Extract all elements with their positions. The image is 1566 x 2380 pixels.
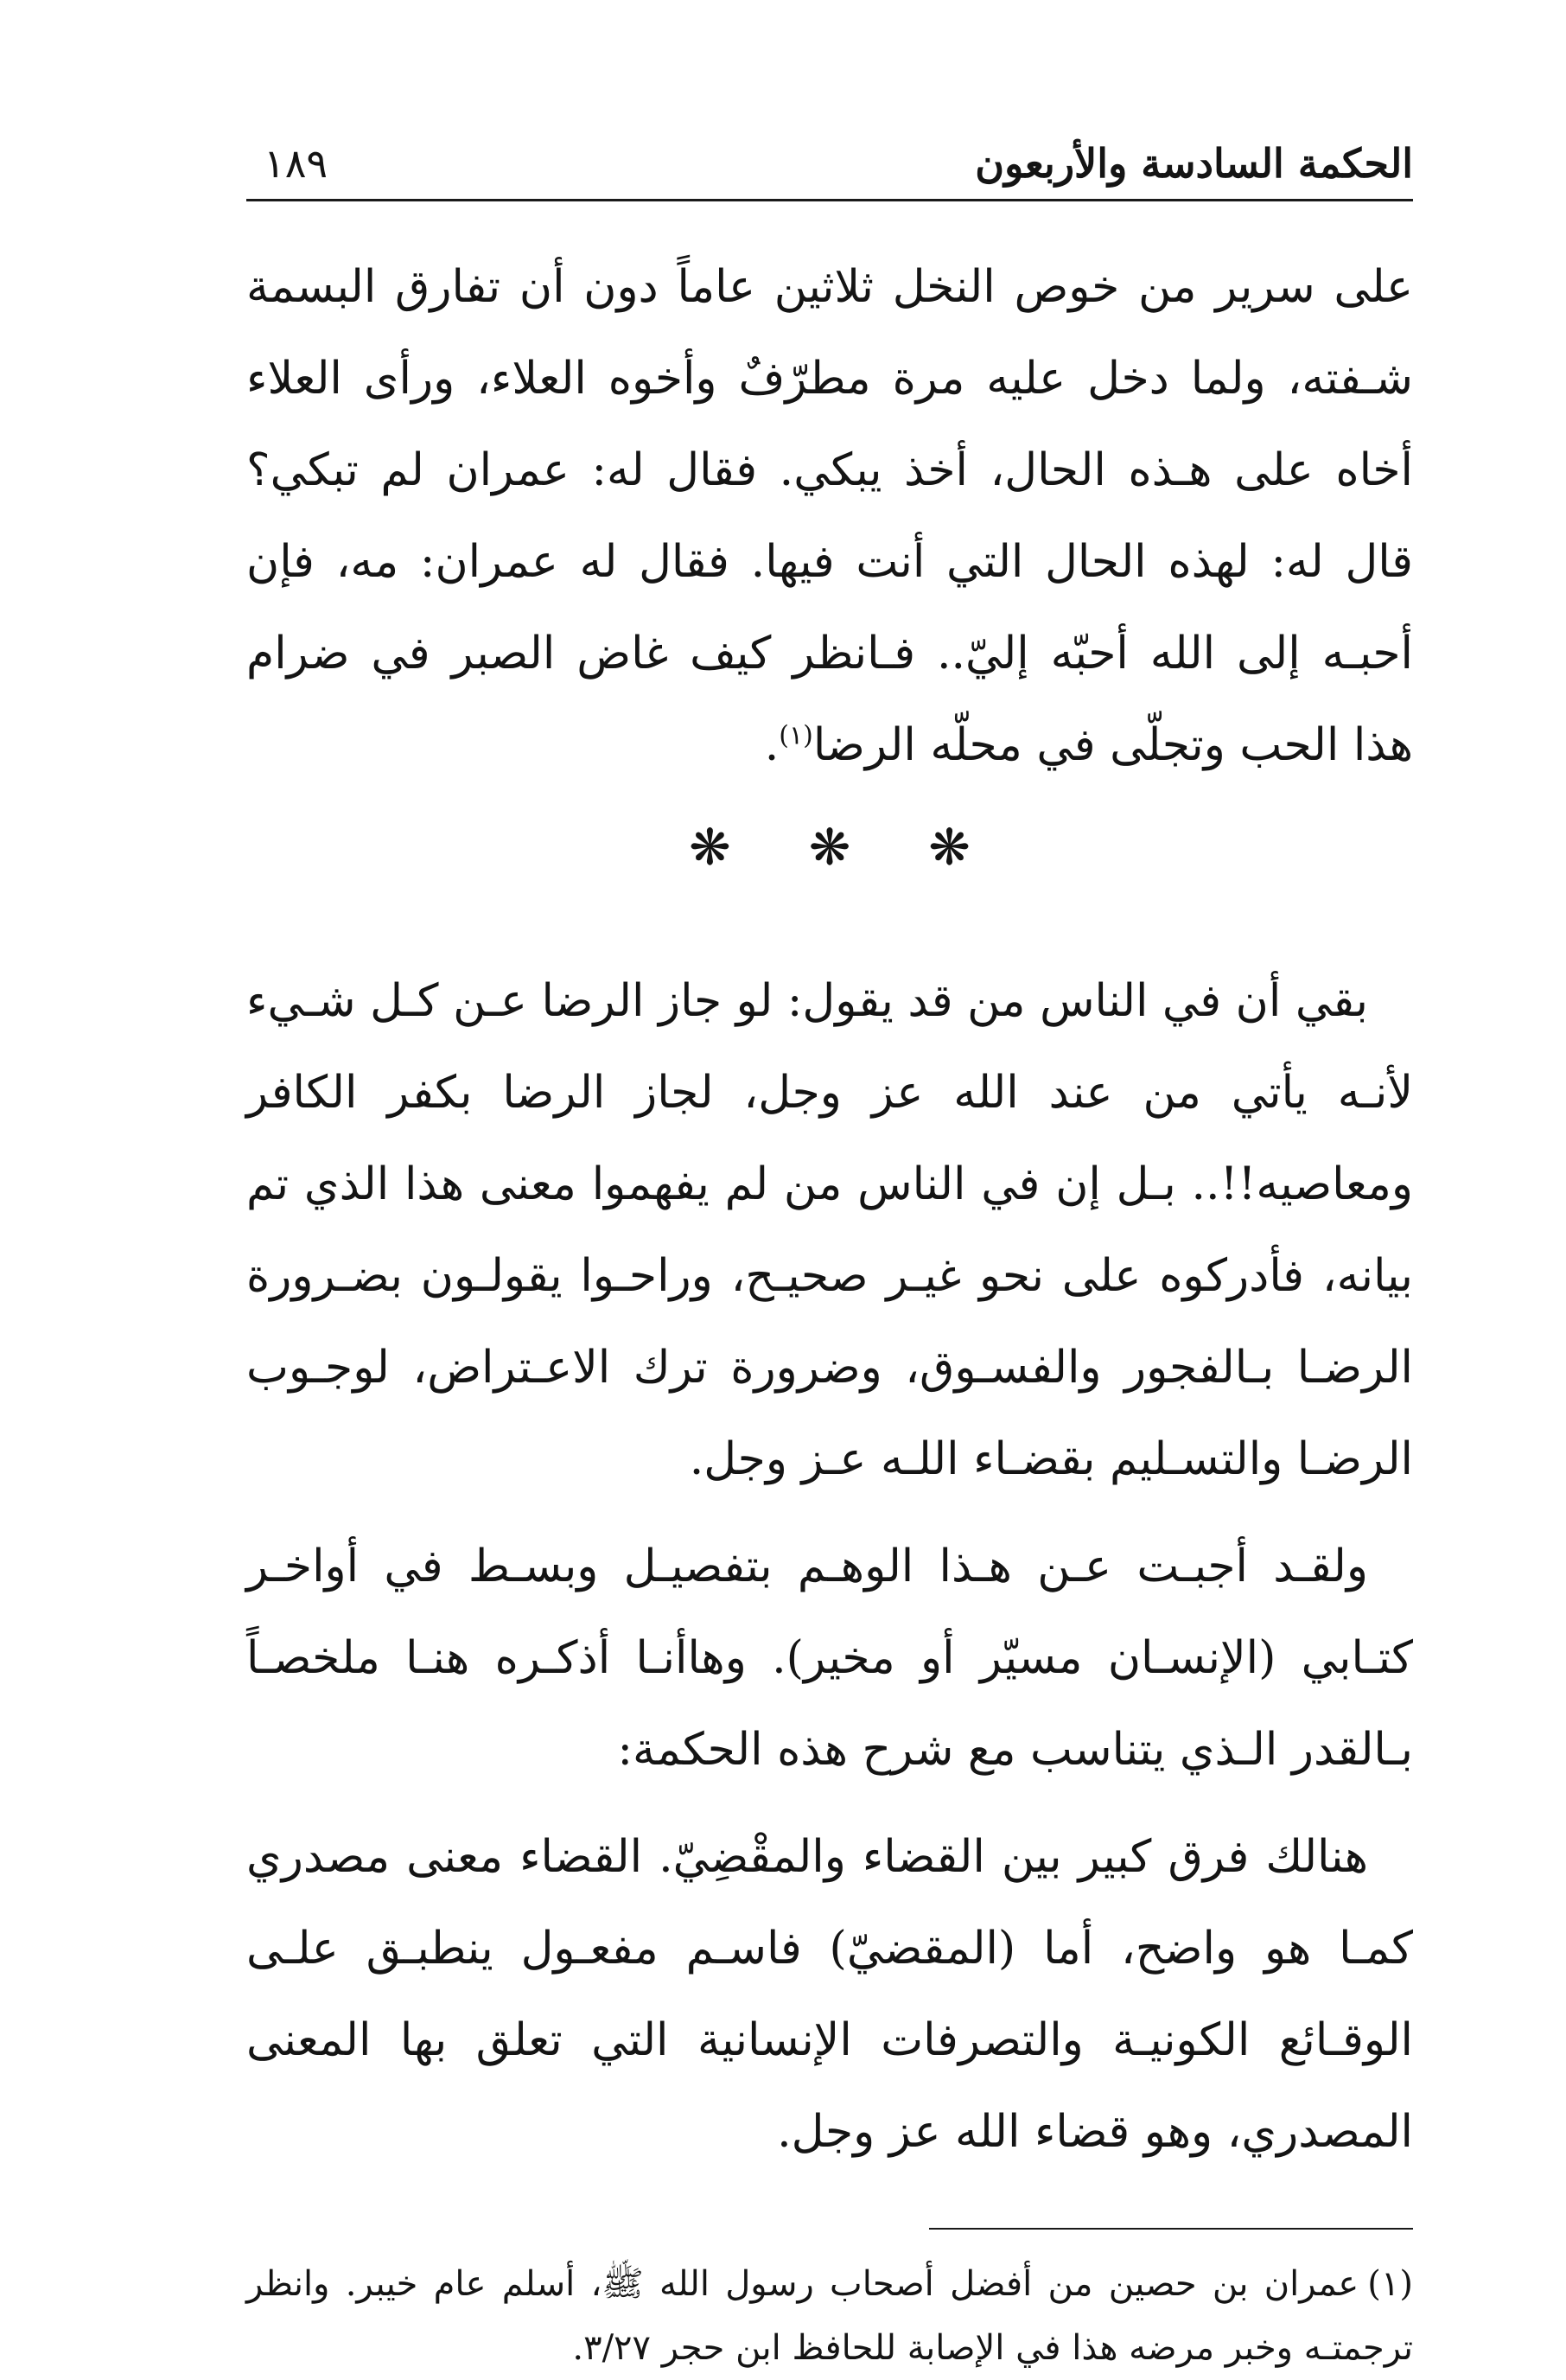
footnote-marker[interactable]: (١) <box>779 720 813 751</box>
book-page <box>246 130 1413 2368</box>
separator-star-icon: ❋ <box>808 818 851 877</box>
main-text <box>246 241 1413 2178</box>
paragraph-gap <box>246 1505 1413 1521</box>
paragraph-objection: بقي أن في الناس من قد يقول: لو جاز الرضا عـن كـل شـيء لأنـه يأتي من عند الله عز وجل، لجاز الرضا بكفر الكافر ومعاصيه!!.. بـل إن في الناس من لم يفهموا معنى هذا الذي تم بيانه، فأدركوه على نحو غيـر صحيـح، وراحـوا يقولـون بضـرورة الرضـا بـالفجور والفسـوق، وضرورة ترك الاعـتراض، لوجـوب الرضـا والتسـليم بقضـاء اللـه عـز وجل. <box>246 975 1413 1485</box>
separator-star-icon: ❋ <box>689 818 731 877</box>
running-header <box>246 130 1413 201</box>
separator-star-icon: ❋ <box>928 818 971 877</box>
paragraph-gap <box>246 1796 1413 1811</box>
paragraph-end: . <box>764 719 780 771</box>
paragraph-answer: ولقـد أجبـت عـن هـذا الوهـم بتفصيـل وبسـط في أواخـر كتـابي (الإنسـان مسيّر أو مخير). وهاأنـا أذكـره هنـا ملخصـاً بـالقدر الـذي يتناسب مع شرح هذه الحكمة: <box>246 1541 1413 1776</box>
footnote-text: عمران بن حصين من أفضل أصحاب رسول الله ﷺ، أسلم عام خيبر. وانظر ترجمتـه وخبر مرضه هذا في الإصابة للحافظ ابن حجر ٣/٢٧. <box>246 2264 1413 2368</box>
paragraph-text: على سرير من خوص النخل ثلاثين عاماً دون أن تفارق البسمة شـفته، ولما دخل عليه مرة مطرّفٌ وأخوه العلاء، ورأى العلاء أخاه على هـذه الحال، أخذ يبكي. فقال له: عمران لم تبكي؟ قال له: لهذه الحال التي أنت فيها. فقال له عمران: مه، فإن أحبـه إلى الله أحبّه إليّ.. فـانظر كيف غاض الصبر في ضرام هذا الحب وتجلّى في محلّه الرضا <box>246 261 1413 771</box>
footnote-number: (١) <box>1367 2264 1413 2304</box>
footnote <box>246 2252 1413 2380</box>
paragraph-distinction: هنالك فرق كبير بين القضاء والمقْضِيّ. القضاء معنى مصدري كمـا هو واضح، أما (المقضيّ) فاسـم مفعـول ينطبـق علـى الوقـائع الكونيـة والتصرفات الإنسانية التي تعلق بها المعنى المصدري، وهو قضاء الله عز وجل. <box>246 1831 1413 2158</box>
page-number: ١٨٩ <box>264 140 328 187</box>
paragraph-imran-story <box>246 241 1413 791</box>
section-separator <box>246 791 1413 903</box>
chapter-title: الحكمة السادسة والأربعون <box>975 140 1413 187</box>
footnote-divider <box>929 2228 1413 2230</box>
